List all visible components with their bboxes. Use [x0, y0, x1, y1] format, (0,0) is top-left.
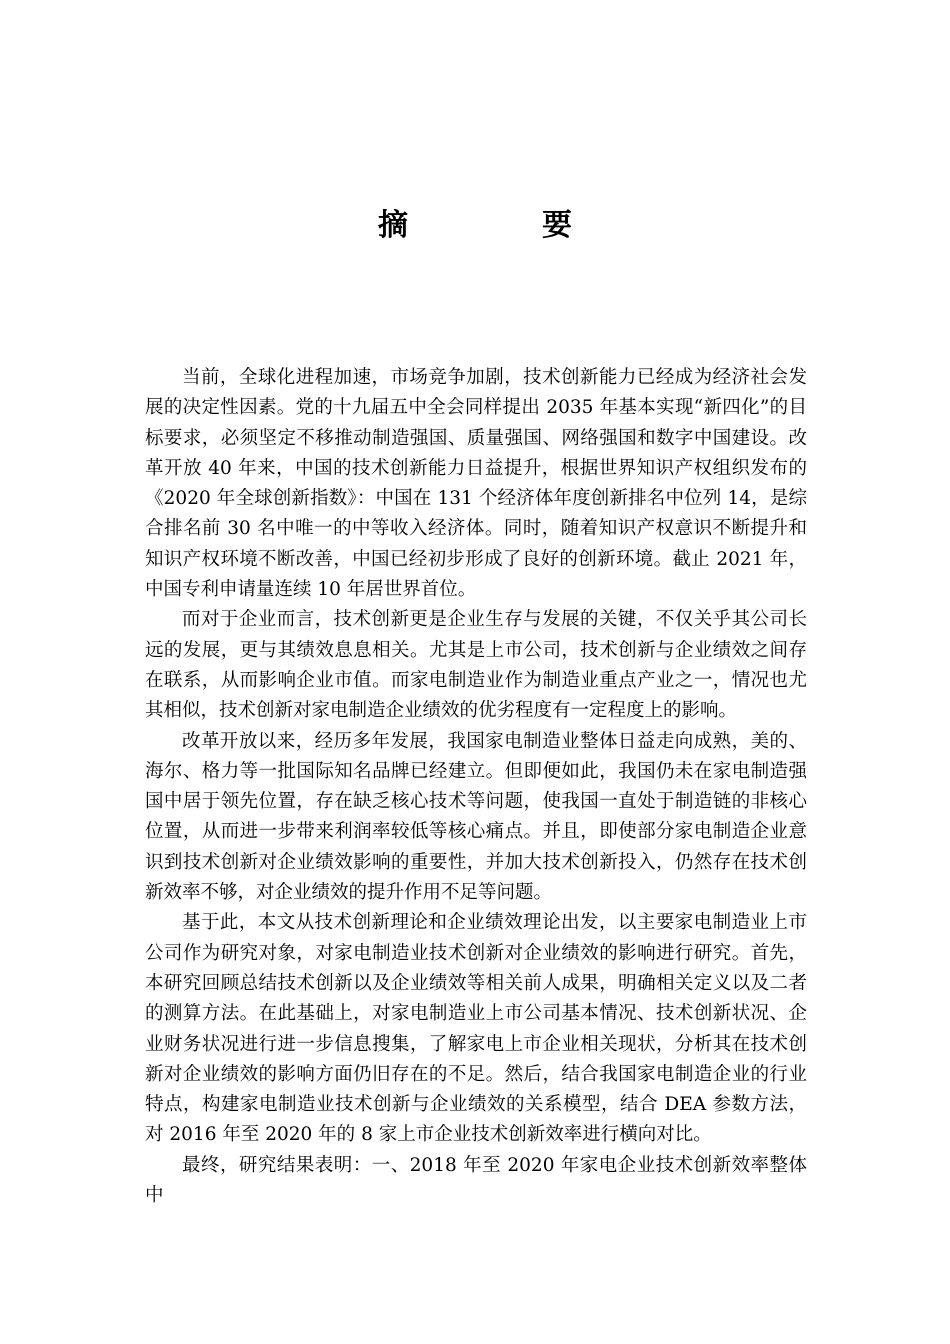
paragraph-2: 而对于企业而言，技术创新更是企业生存与发展的关键，不仅关乎其公司长远的发展，更与其绩效息息相关。尤其是上市公司，技术创新与企业绩效之间存在联系，从而影响企业市值。而家电制造业作为制造业重点产业之一，情况也尤其相似，技术创新对家电制造企业绩效的优劣程度有一定程度上的影响。	[145, 609, 807, 722]
paragraph-5: 最终，研究结果表明：一、2018 年至 2020 年家电企业技术创新效率整体中	[145, 1154, 807, 1207]
paragraph-3: 改革开放以来，经历多年发展，我国家电制造业整体日益走向成熟，美的、海尔、格力等一批国际知名品牌已经建立。但即便如此，我国仍未在家电制造强国中居于领先位置，存在缺乏核心技术等问题，使我国一直处于制造链的非核心位置，从而进一步带来利润率较低等核心痛点。并且，即使部分家电制造企业意识到技术创新对企业绩效影响的重要性，并加大技术创新投入，仍然存在技术创新效率不够，对企业绩效的提升作用不足等问题。	[145, 730, 807, 904]
paragraph-1: 当前，全球化进程加速，市场竞争加剧，技术创新能力已经成为经济社会发展的决定性因素。党的十九届五中全会同样提出 2035 年基本实现“新四化”的目标要求，必须坚定不移推动制造强国、质量强国、网络强国和数字中国建设。改革开放 40 年来，中国的技术创新能力日益提升，根据世界知识产权组织发布的《2020 年全球创新指数》：中国在 131 个经济体年度创新排名中位列 14，是综合排名前 30 名中唯一的中等收入经济体。同时，随着知识产权意识不断提升和知识产权环境不断改善，中国已经初步形成了良好的创新环境。截止 2021 年，中国专利申请量连续 10 年居世界首位。	[145, 367, 807, 601]
paragraph-4: 基于此，本文从技术创新理论和企业绩效理论出发，以主要家电制造业上市公司作为研究对象，对家电制造业技术创新对企业绩效的影响进行研究。首先，本研究回顾总结技术创新以及企业绩效等相关前人成果，明确相关定义以及二者的测算方法。在此基础上，对家电制造业上市公司基本情况、技术创新状况、企业财务状况进行进一步信息搜集，了解家电上市企业相关现状，分析其在技术创新对企业绩效的影响方面仍旧存在的不足。然后，结合我国家电制造企业的行业特点，构建家电制造业技术创新与企业绩效的关系模型，结合 DEA 参数方法，对 2016 年至 2020 年的 8 家上市企业技术创新效率进行横向对比。	[145, 912, 807, 1146]
page-title: 摘 要	[378, 208, 624, 243]
abstract-body	[145, 363, 807, 1211]
